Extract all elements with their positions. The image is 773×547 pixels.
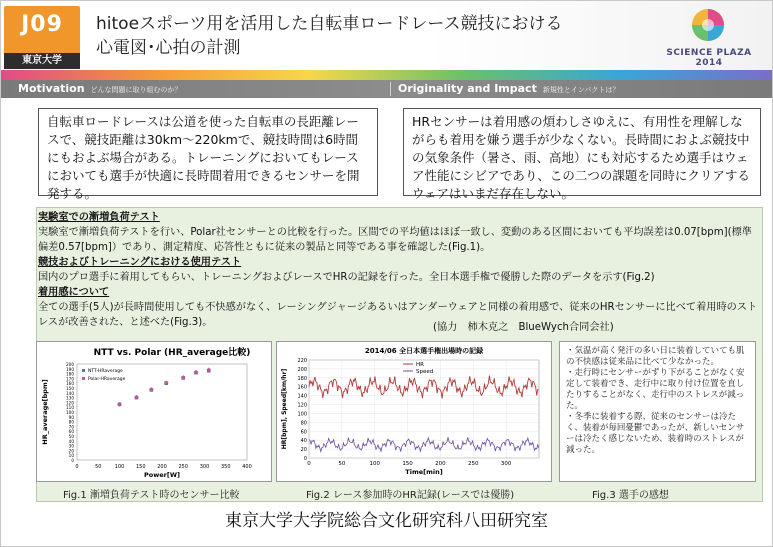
org-label: 東京大学 (4, 53, 80, 69)
fig1-legend-label: NTT-HRaverage (88, 369, 123, 374)
fig1-xtick-label: 100 (114, 464, 125, 470)
fig3-caption: Fig.3 選手の感想 (592, 490, 669, 501)
fig1-xtick-label: 50 (95, 464, 102, 470)
fig1-ytick-label: 170 (66, 376, 74, 382)
fig1-ytick-label: 150 (66, 386, 74, 391)
motivation-label: Motivation (18, 82, 85, 95)
fig2-chart-frame (276, 341, 552, 482)
fig1-xtick-label: 350 (220, 464, 231, 470)
originality-box (403, 108, 761, 201)
fig2-ylabel: HR[bpm], Speed[km/hr] (281, 368, 288, 450)
fig1-ytick-label: 100 (66, 410, 74, 415)
poster-code: J09 (21, 12, 63, 37)
title-line-1: hitoeスポーツ用を活用した自転車ロードレース競技における (96, 14, 563, 34)
para-lab-test: 実験室で漸増負荷テストを行い、Polar社センサーとの比較を行った。区間での平均値はほぼ一致し、変動のある区間においても平均誤差は0.07[bpm](標準偏差0.57[bpm]）であり、測定精度、応答性ともに従来の製品と同等である事を確認した(Fig.1)。 (38, 227, 752, 253)
fig1-legend-label: Polar-HRaverage (88, 377, 126, 382)
fig2-ytick-label: 140 (297, 393, 307, 400)
fig1-ytick-label: 130 (66, 395, 74, 401)
fig2-ytick-label: 180 (297, 375, 307, 382)
fig2-ytick-label: 120 (297, 402, 307, 409)
fig2-ytick-label: 160 (297, 384, 307, 391)
fig1-ytick-label: 110 (66, 405, 74, 411)
logo-text: SCIENCE PLAZA 2014 (666, 48, 752, 68)
fig2-ytick-label: 40 (300, 438, 307, 445)
fig2-ytick-label: 0 (303, 456, 307, 462)
fig2-ytick-label: 100 (297, 411, 307, 418)
fig2-xtick-label: 150 (402, 461, 413, 467)
motivation-text: 自転車ロードレースは公道を使った自転車の長距離レースで、競技距離は30km〜220kmで、競技時間は6時間にもおよぶ場合がある。トレーニングにおいてもレースにおいても選手が快適に長時間着用できるセンサーを開発する。 (47, 114, 360, 201)
fig1-ytick-label: 80 (68, 419, 74, 425)
fig1-ylabel: HR_average[bpm] (41, 379, 49, 445)
motivation-box (38, 108, 378, 201)
motivation-sub: どんな問題に取り組むのか？ (90, 86, 182, 94)
fig1-xtick-label: 400 (242, 464, 252, 470)
para-comfort: 全ての選手(5人)が長時間使用しても不快感がなく、レーシングジャージあるいはアンダーウェアと同様の着用感で、従来のHRセンサーに比べて着用時のストレスが改善された、と述べた(Fig.3)。 (38, 302, 758, 328)
fig1-ytick-label: 160 (66, 381, 74, 387)
fig1-ytick-label: 0 (71, 458, 74, 463)
color-band (0, 70, 773, 80)
fig1-ytick-label: 30 (68, 443, 74, 449)
results-text (38, 210, 760, 330)
science-plaza-logo (654, 8, 764, 72)
fig1-chart-frame (36, 341, 272, 482)
heading-comfort: 着用感について (38, 287, 110, 298)
fig1-ytick-label: 20 (68, 448, 74, 454)
fig2-xtick-label: 250 (468, 461, 479, 467)
fig1-ytick-label: 90 (68, 414, 74, 420)
fig1-xtick-label: 250 (178, 464, 189, 470)
fig1-xlabel: Power[W] (144, 471, 180, 479)
fig1-ytick-label: 10 (68, 453, 74, 459)
fig2-xtick-label: 50 (338, 461, 346, 467)
heading-lab-test: 実験室での漸増負荷テスト (38, 212, 160, 223)
fig2-xtick-label: 200 (435, 461, 446, 467)
fig1-ytick-label: 40 (68, 438, 74, 444)
fig2-title: 2014/06 全日本選手権出場時の記録 (364, 347, 484, 355)
section-divider (390, 82, 391, 96)
fig2-ytick-label: 20 (300, 447, 307, 454)
fig2-ytick-label: 200 (297, 366, 307, 373)
originality-heading (398, 81, 619, 98)
fig2-ytick-label: 80 (300, 420, 307, 427)
fig3-comments (559, 341, 756, 482)
fig1-legend-marker (82, 369, 85, 372)
fig3-text: ・気温が高く発汗の多い日に装着していても肌の不快感は従来品に比べて少なかった。 ・走行時にセンサーがずり下がることがなく安定して装着でき、走行中に取り付け位置を直したりすることがなく、走行中のストレスが減った。 ・冬季に装着する際、従来のセンサーは冷たく、装着が毎回憂鬱であったが、新しいセンサーは冷たく感じないため、装着時のストレスが減った。 (566, 346, 745, 455)
fig2-legend-label: HR (416, 362, 424, 368)
fig1-xtick-label: 300 (199, 464, 210, 470)
fig2-xtick-label: 0 (307, 461, 311, 467)
fig1-xtick-label: 200 (157, 464, 167, 470)
fig1-ytick-label: 50 (68, 434, 74, 439)
fig2-caption: Fig.2 レース参加時のHR記録(レースでは優勝) (306, 490, 515, 501)
title-line-2: 心電図･心拍の計測 (96, 38, 241, 58)
originality-text: HRセンサーは着用感の煩わしさゆえに、有用性を理解しながらも着用を嫌う選手が少なくない。長時間におよぶ競技中の気象条件（暑さ、雨、高地）にも対応するため選手はウェア性能にシビアであり、この二つの課題を同時にクリアするウェアはいまだ存在しない。 (412, 114, 750, 201)
motivation-heading (18, 81, 182, 98)
fig1-legend-marker (82, 377, 85, 380)
fig1-ytick-label: 140 (66, 390, 74, 396)
footer-lab-name: 東京大学大学院総合文化研究科八田研究室 (225, 511, 548, 531)
fig2-xlabel: Time[min] (405, 468, 443, 476)
heading-field-test: 競技およびトレーニングにおける使用テスト (38, 257, 242, 268)
fig1-scatter-chart (37, 342, 271, 481)
fig2-ytick-label: 220 (297, 358, 307, 364)
fig1-xtick-label: 0 (75, 464, 79, 470)
fig1-ytick-label: 180 (66, 371, 74, 377)
fig1-xtick-label: 150 (135, 464, 146, 470)
fig1-ytick-label: 190 (66, 366, 74, 372)
fig2-line-chart (277, 342, 551, 481)
fig1-ytick-label: 60 (68, 429, 74, 435)
fig1-ytick-label: 70 (68, 424, 74, 430)
credit-line: (協力 柿木克之 BlueWych合同会社) (433, 322, 614, 333)
para-field-test: 国内のプロ選手に着用してもらい、トレーニングおよびレースでHRの記録を行った。全日本選手権で優勝した際のデータを示す(Fig.2) (38, 272, 655, 283)
fig1-ytick-label: 120 (66, 400, 74, 406)
fig1-ytick-label: 200 (66, 362, 74, 367)
fig2-legend-label: Speed (416, 369, 434, 375)
fig1-caption: Fig.1 漸増負荷テスト時のセンサー比較 (63, 490, 240, 501)
fig1-title: NTT vs. Polar (HR_average比較) (93, 348, 251, 358)
fig2-ytick-label: 60 (300, 429, 307, 436)
fig2-xtick-label: 100 (369, 461, 380, 467)
fig2-xtick-label: 300 (500, 461, 512, 467)
logo-sphere-icon (691, 8, 725, 42)
originality-label: Originality and Impact (398, 82, 537, 95)
originality-sub: 新規性とインパクトは？ (542, 86, 620, 94)
poster-title (96, 12, 563, 60)
